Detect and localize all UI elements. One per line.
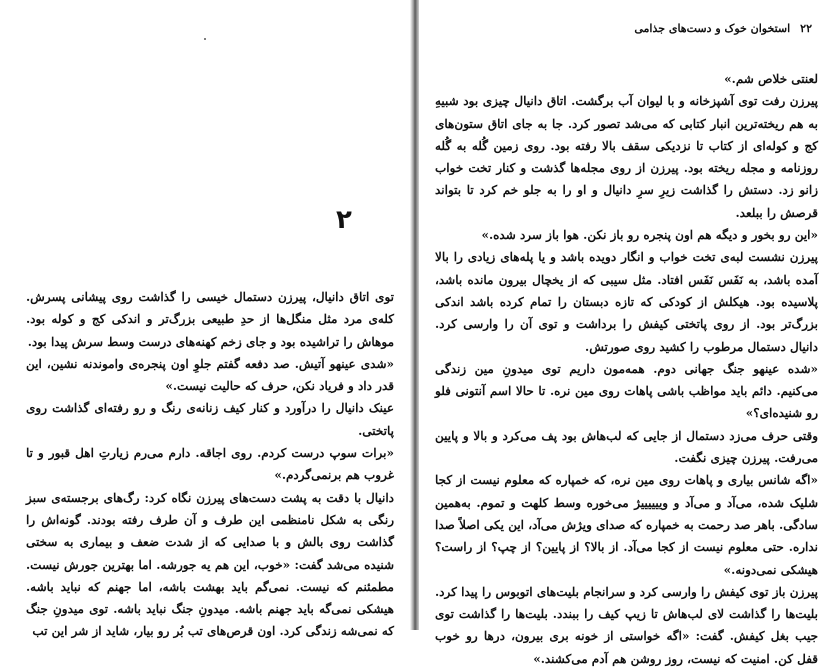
running-header xyxy=(634,22,812,35)
right-page xyxy=(419,0,832,666)
page-speck xyxy=(204,38,206,40)
left-paragraph-4: «برات سوپ درست کردم. روی اجاقه. دارم می‌رم زیارتِ اهل قبور و تا غروب هم برنمی‌گردم.» xyxy=(26,446,394,483)
right-paragraph-8: پیرزن باز توی کیفش را وارسی کرد و سرانجام بلیت‌های اتوبوس را پیدا کرد. بلیت‌ها را گذاشت لای لب‌هاش تا زیپ کیف را ببندد. بلیت‌ها را گذاشت توی جیب بغل کیفش. گفت: «اگه خواستی از خونه بری بیرون، درها رو خوب قفل کن. امنیت که نیست، روز روشن هم آدم می‌کشند.» xyxy=(435,584,819,666)
left-page-text xyxy=(26,286,394,643)
right-paragraph-5: «شده عینهو جنگ جهانی دوم. همه‌مون داریم توی میدونِ مین زندگی می‌کنیم. دائم باید مواظب باشی پاهات روی مین نره. تا حالا اسم آنتونی فلو رو شنیده‌ای؟» xyxy=(435,361,818,421)
right-paragraph-6: وقتی حرف می‌زد دستمال از جایی که لب‌هاش بود پف می‌کرد و بالا و پایین می‌رفت. پیرزن چیزی نگفت. xyxy=(435,428,818,466)
left-paragraph-3: عینک دانیال را درآورد و کنار کیف زنانه‌ی رنگ و رو رفته‌ای گذاشت روی پاتختی. xyxy=(26,401,394,438)
chapter-number: ۲ xyxy=(336,205,352,235)
left-page xyxy=(0,0,412,639)
right-paragraph-1: لعنتی خلاص شم.» xyxy=(724,72,818,86)
book-gutter xyxy=(410,0,419,630)
left-paragraph-2: «شدی عینهو آتیش. صد دفعه گفتم جلوِ اون پنجره‌ی واموندنه نشین، این قدر داد و فریاد نکن، حرف که حالیت نیست.» xyxy=(26,356,394,394)
page-number: ۲۲ xyxy=(800,22,812,35)
running-title: استخوان خوک و دست‌های جذامی xyxy=(634,22,791,35)
right-paragraph-3: «این رو بخور و دیگه هم اون پنجره رو باز نکن. هوا باز سرد شده.» xyxy=(481,228,818,243)
left-paragraph-5: دانیال با دقت به پشت دست‌های پیرزن نگاه کرد: رگ‌های برجسته‌ی سبز رنگی به شکل نامنظمی این طرف و آن طرف رفته بودند. گونه‌اش را گذاشت روی بالش و با صدایی که از شدت ضعف و بیماری به سختی شنیده می‌شد گفت: «خوب، این هم یه جورشه. اما بهترین جورش نیست. مطمئنم که نیست. نمی‌گم باید بهشت باشه، اما جهنم که نباید باشه. هیشکی نمی‌گه باید جهنم باشه. میدونِ جنگ نباید باشه. توی میدونِ جنگ که نمی‌شه زندگی کرد. اون قرص‌های تب بُر رو بیار، شاید از شر این تب xyxy=(26,490,394,639)
right-paragraph-7: «اگه شانس بیاری و پاهات روی مین نره، که خمپاره که معلوم نیست از کجا شلیک شده، می‌آد و می‌آد و وییییییژ می‌خوره وسط کلهت و تموم. به‌همین سادگی. باهر صد رحمت به خمپاره که صدای ویژش می‌آد، این یکی اصلاً صدا نداره. حتی معلوم نیست از کجا می‌آد. از بالا؟ از پایین؟ از چپ؟ از راست؟ هیشکی نمی‌دونه.» xyxy=(435,473,818,577)
right-paragraph-4: پیرزن نشست لبه‌ی تخت خواب و انگار دویده باشد و یا پله‌های زیادی را بالا آمده باشد، به نَفَس نَفَس افتاد. مثل سیبی که از یخچال بیرون مانده باشد، پلاسیده بود. هیکلش از کودکی که تازه دبستان را تمام کرده باشد اندکی بزرگ‌تر بود. از روی پاتختی کیفش را برداشت و توی آن را وارسی کرد. دانیال دستمال مرطوب را کشید روی صورتش. xyxy=(435,250,819,354)
right-paragraph-2: پیرزن رفت توی آشپزخانه و با لیوان آب برگشت. اتاق دانیال چیزی بود شبیهِ به هم ریخته‌ترین انبار کتابی که می‌شد تصور کرد. جا به جای اتاق ستون‌های کج و کوله‌ای از کتاب تا نزدیکی سقف بالا رفته بود. روی زمین گُله به گُله روزنامه و مجله ریخته بود. پیرزن از روی مجله‌ها گذشت و کنار تخت خواب زانو زد. دستش را گذاشت زیرِ سرِ دانیال و او را به جلو خم کرد تا بتواند قرصش را ببلعد. xyxy=(435,94,818,220)
left-paragraph-1: توی اتاق دانیال، پیرزن دستمال خیسی را گذاشت روی پیشانی پسرش. کله‌ی مرد مثل منگل‌ها از حدِ طبیعی بزرگ‌تر و اندکی کج و کوله بود. موهاش را تراشیده بود و جای زخم کهنه‌های درست وسط سرش پیدا بود. xyxy=(26,290,394,349)
right-page-text xyxy=(435,68,818,670)
